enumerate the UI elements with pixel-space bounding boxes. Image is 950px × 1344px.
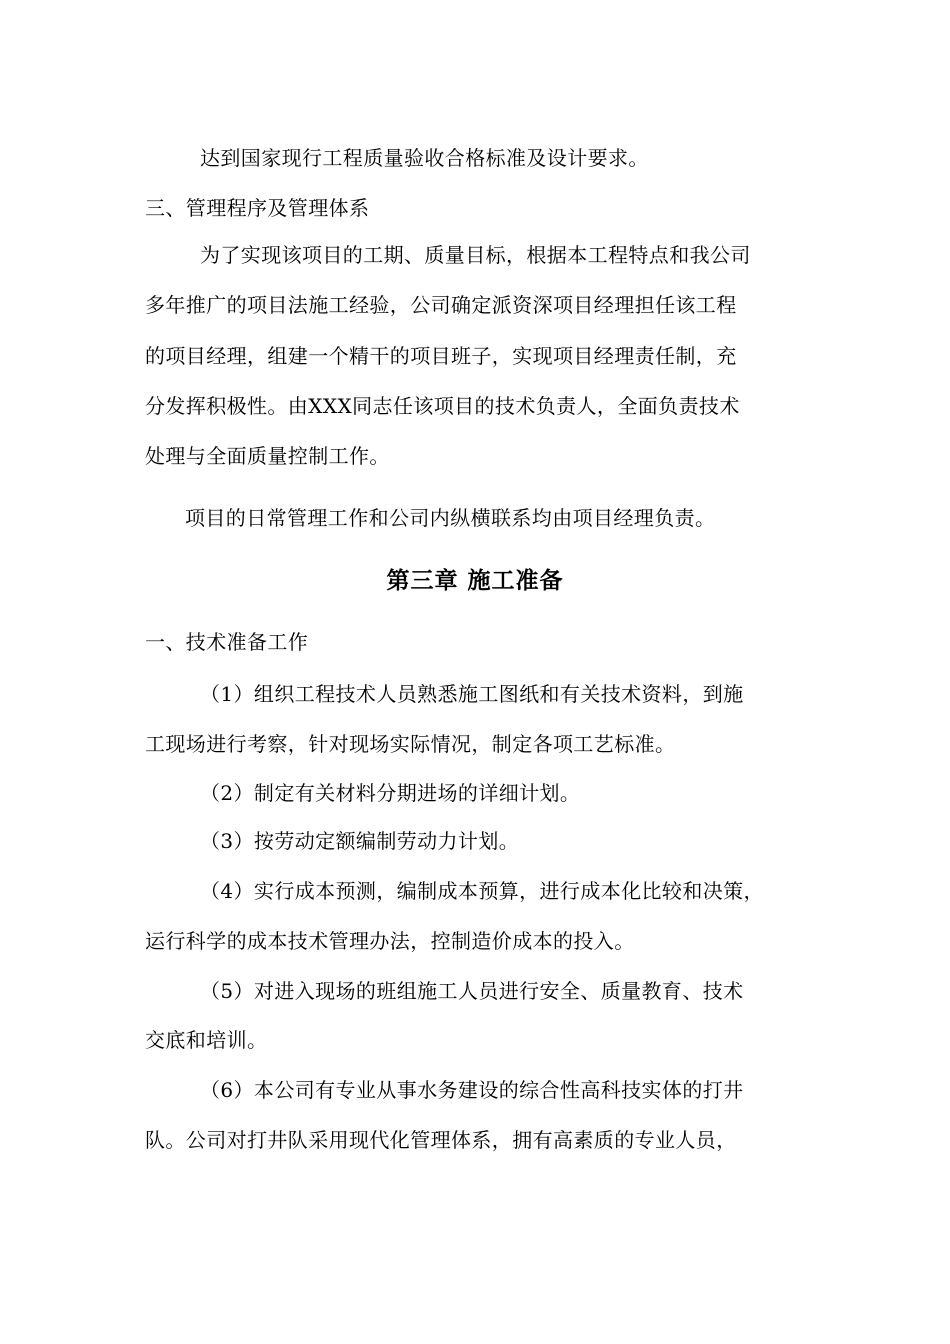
- section-heading: 三、管理程序及管理体系: [145, 196, 370, 220]
- list-item-line: （1）组织工程技术人员熟悉施工图纸和有关技术资料，到施: [200, 682, 744, 706]
- paragraph-line: 达到国家现行工程质量验收合格标准及设计要求。: [200, 146, 649, 170]
- list-item-line: （4）实行成本预测，编制成本预算，进行成本化比较和决策，: [200, 879, 764, 903]
- list-item-line: （3）按劳动定额编制劳动力计划。: [200, 829, 520, 853]
- list-item-line: 工现场进行考察，针对现场实际情况，制定各项工艺标准。: [145, 732, 676, 756]
- list-item-line: 运行科学的成本技术管理办法，控制造价成本的投入。: [145, 929, 635, 953]
- paragraph-line: 处理与全面质量控制工作。: [145, 444, 390, 468]
- paragraph-line: 分发挥积极性。由XXX同志任该项目的技术负责人，全面负责技术: [145, 394, 740, 418]
- list-item-line: （2）制定有关材料分期进场的详细计划。: [200, 781, 581, 805]
- paragraph-line: 为了实现该项目的工期、质量目标，根据本工程特点和我公司: [200, 243, 751, 267]
- list-item-line: 队。公司对打井队采用现代化管理体系，拥有高素质的专业人员，: [145, 1128, 737, 1152]
- chapter-title: 第三章 施工准备: [386, 568, 564, 594]
- paragraph-line: 的项目经理，组建一个精干的项目班子，实现项目经理责任制，充: [145, 344, 737, 368]
- list-item-line: （6）本公司有专业从事水务建设的综合性高科技实体的打井: [200, 1078, 744, 1102]
- section-heading: 一、技术准备工作: [145, 630, 309, 654]
- list-item-line: （5）对进入现场的班组施工人员进行安全、质量教育、技术: [200, 979, 744, 1003]
- paragraph-line: 项目的日常管理工作和公司内纵横联系均由项目经理负责。: [185, 506, 716, 530]
- paragraph-line: 多年推广的项目法施工经验，公司确定派资深项目经理担任该工程: [145, 293, 737, 317]
- list-item-line: 交底和培训。: [145, 1028, 268, 1052]
